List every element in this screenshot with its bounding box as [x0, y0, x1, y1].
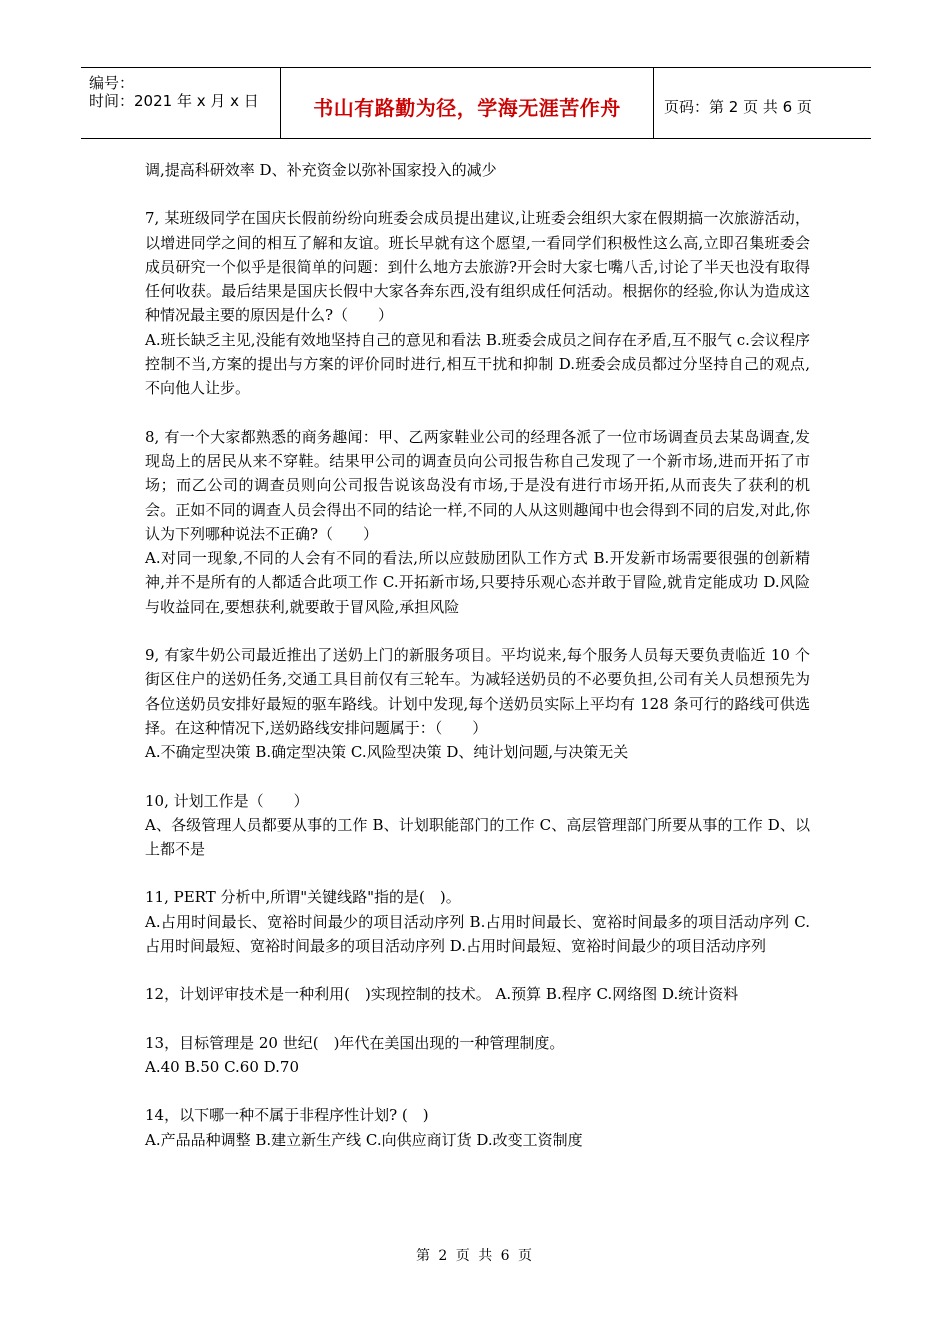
- header-page-cell: [654, 68, 871, 138]
- header-motto-cell: [281, 68, 654, 138]
- question-10-options: A、各级管理人员都要从事的工作 B、计划职能部门的工作 C、高层管理部门所要从事的工作 D、以上都不是: [145, 815, 810, 859]
- question-9-stem: 9, 有家牛奶公司最近推出了送奶上门的新服务项目。平均说来,每个服务人员每天要负责临近 10 个街区住户的送奶任务,交通工具目前仅有三轮车。为减轻送奶员的不必要负担,公司有关人员想预先为各位送奶员安排好最短的驱车路线。计划中发现,每个送奶员实际上平均有 128 条可行的路线可供选择。在这种情况下,送奶路线安排问题属于：（ ）: [145, 646, 810, 737]
- page-footer: 第 2 页 共 6 页: [415, 1248, 535, 1264]
- question-7-options: A.班长缺乏主见,没能有效地坚持自己的意见和看法 B.班委会成员之间存在矛盾,互不服气 c.会议程序控制不当,方案的提出与方案的评价同时进行,相互干扰和抑制 D.班委会成员都过分坚持自己的观点,不向他人让步。: [145, 330, 810, 398]
- question-14-options: A.产品品种调整 B.建立新生产线 C.向供应商订货 D.改变工资制度: [145, 1130, 583, 1149]
- question-8-options: A.对同一现象,不同的人会有不同的看法,所以应鼓励团队工作方式 B.开发新市场需要很强的创新精神,并不是所有的人都适合此项工作 C.开拓新市场,只要持乐观心态并敢于冒险,就肯定能成功 D.风险与收益同在,要想获利,就要敢于冒风险,承担风险: [145, 549, 810, 616]
- document-date-label: 时间：2021 年 x 月 x 日: [89, 92, 259, 110]
- header-meta: [81, 68, 281, 138]
- question-11-options: A.占用时间最长、宽裕时间最少的项目活动序列 B.占用时间最长、宽裕时间最多的项目活动序列 C.占用时间最短、宽裕时间最多的项目活动序列 D.占用时间最短、宽裕时间最少的项目活动序列: [145, 912, 810, 956]
- question-12: 12，计划评审技术是一种利用( )实现控制的技术。 A.预算 B.程序 C.网络图 D.统计资料: [145, 985, 739, 1004]
- question-8-stem: 8, 有一个大家都熟悉的商务趣闻：甲、乙两家鞋业公司的经理各派了一位市场调查员去某岛调查,发现岛上的居民从来不穿鞋。结果甲公司的调查员向公司报告称自己发现了一个新市场,进而开拓了市场；而乙公司的调查员则向公司报告说该岛没有市场,于是没有进行市场开拓,从而丧失了获利的机会。正如不同的调查人员会得出不同的结论一样,不同的人从这则趣闻中也会得到不同的启发,对此,你认为下列哪种说法不正确?（ ）: [145, 427, 810, 543]
- document-body: [145, 158, 810, 1152]
- page-header: [81, 67, 871, 139]
- question-6-options-tail: 调,提高科研效率 D、补充资金以弥补国家投入的减少: [145, 161, 497, 179]
- question-13-options: A.40 B.50 C.60 D.70: [145, 1057, 300, 1076]
- document-number-label: 编号：: [89, 74, 135, 92]
- question-14-stem: 14，以下哪一种不属于非程序性计划? ( ): [145, 1106, 429, 1125]
- question-7-stem: 7, 某班级同学在国庆长假前纷纷向班委会成员提出建议,让班委会组织大家在假期搞一次旅游活动，以增进同学之间的相互了解和友谊。班长早就有这个愿望,一看同学们积极性这么高,立即召集班委会成员研究一个似乎是很简单的问题：到什么地方去旅游?开会时大家七嘴八舌,讨论了半天也没有取得任何收获。最后结果是国庆长假中大家各奔东西,没有组织成任何活动。根据你的经验,你认为造成这种情况最主要的原因是什么?（ ）: [145, 209, 810, 325]
- motto-text: 书山有路勤为径，学海无涯苦作舟: [313, 95, 621, 120]
- question-9-options: A.不确定型决策 B.确定型决策 C.风险型决策 D、纯计划问题,与决策无关: [145, 743, 629, 762]
- question-11-stem: 11, PERT 分析中,所谓"关键线路"指的是( )。: [145, 888, 461, 907]
- question-10-stem: 10, 计划工作是（ ）: [145, 791, 309, 810]
- question-13-stem: 13，目标管理是 20 世纪( )年代在美国出现的一种管理制度。: [145, 1033, 565, 1052]
- header-page-number: 页码：第 2 页 共 6 页: [664, 97, 812, 116]
